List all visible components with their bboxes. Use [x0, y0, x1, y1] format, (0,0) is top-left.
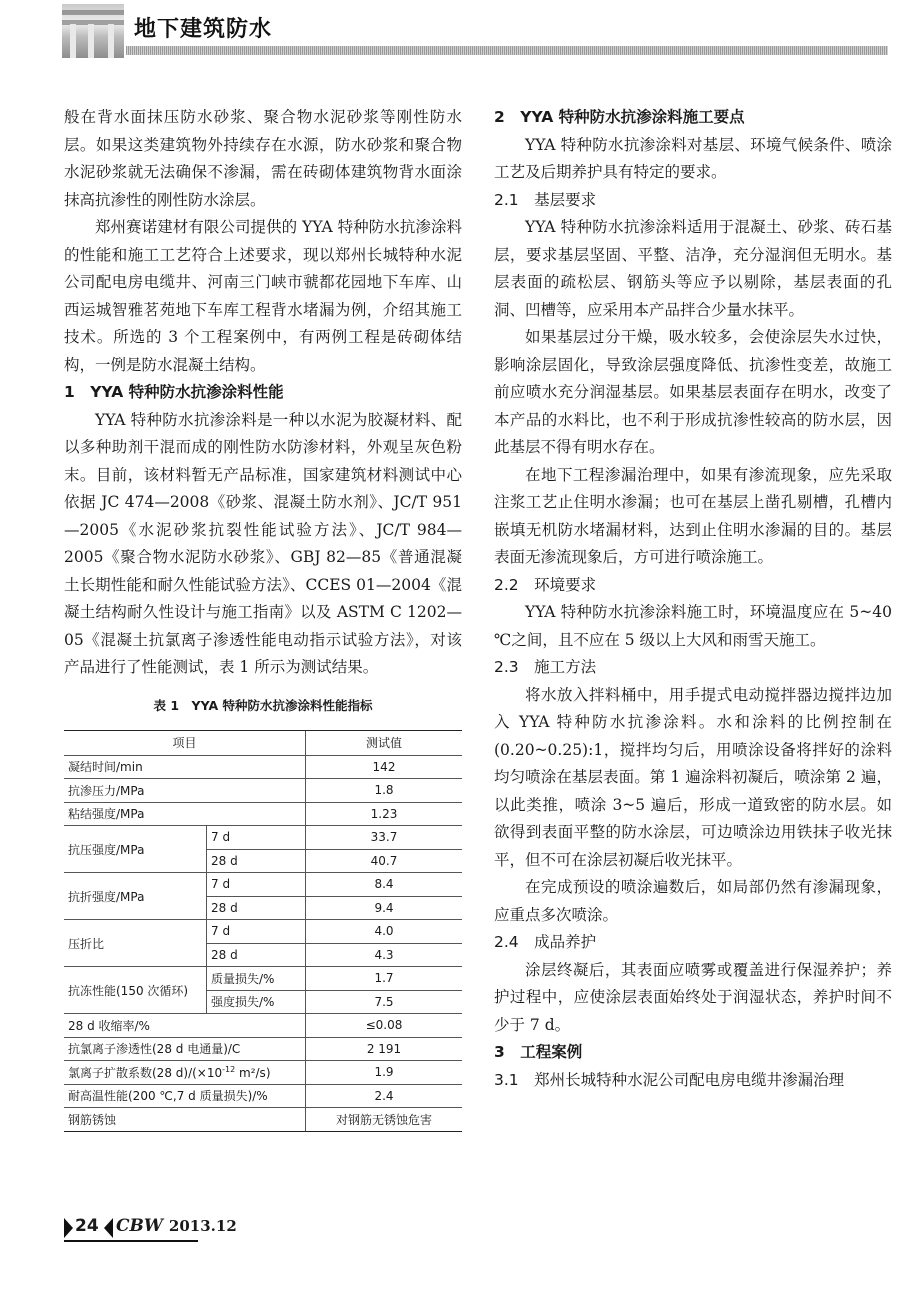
row-label: 抗压强度/MPa [64, 826, 207, 873]
paragraph: 般在背水面抹压防水砂浆、聚合物水泥砂浆等刚性防水层。如果这类建筑物外持续存在水源，防水砂浆和聚合物水泥砂浆就无法确保不渗漏，需在砖砌体建筑物背水面涂抹高抗渗性的刚性防水涂层。 [64, 108, 462, 209]
paragraph: 将水放入拌料桶中，用手提式电动搅拌器边搅拌边加入 YYA 特种防水抗渗涂料。水和涂料的比例控制在(0.20~0.25):1，搅拌均匀后，用喷涂设备将拌好的涂料均匀喷涂在基层表面。第 1 遍涂料初凝后，喷涂第 2 遍，以此类推，喷涂 3~5 遍后，形成一道致密的防水层。如欲得到表面平整的防水涂层，可边喷涂边用铁抹子收光抹平，但不可在涂层初凝后收光抹平。 [494, 685, 892, 869]
header-rule [126, 46, 888, 55]
row-value: 7.5 [306, 990, 463, 1014]
table-row [64, 755, 462, 779]
right-column [494, 104, 892, 1094]
row-value: 8.4 [306, 873, 463, 897]
row-value: 1.8 [306, 779, 463, 803]
paragraph: YYA 特种防水抗渗涂料施工时，环境温度应在 5~40 ℃之间，且不应在 5 级以上大风和雨雪天施工。 [494, 603, 892, 649]
row-sublabel: 7 d [207, 826, 306, 850]
row-label: 压折比 [64, 920, 207, 967]
row-label: 抗氯离子渗透性(28 d 电通量)/C [64, 1037, 306, 1061]
row-label: 氯离子扩散系数(28 $d)/(\times 10^{-12}$ m²/s) [64, 1061, 306, 1085]
row-value: 4.3 [306, 943, 463, 967]
row-value: 2 191 [306, 1037, 463, 1061]
paragraph: YYA 特种防水抗渗涂料是一种以水泥为胶凝材料、配以多种助剂干混而成的刚性防水防渗材料，外观呈灰色粉末。目前，该材料暂无产品标准，国家建筑材料测试中心依据 JC 474—2008《砂浆、混凝土防水剂》、JC/T 951—2005《水泥砂浆抗裂性能试验方法》、JC/T 984—2005《聚合物水泥防水砂浆》、GBJ 82—85《普通混凝土长期性能和耐久性能试验方法》、CCES 01—2004《混凝土结构耐久性设计与施工指南》以及 ASTM C 1202—05《混凝土抗氯离子渗透性能电动指示试验方法》，对该产品进行了性能测试，表 1 所示为测试结果。 [64, 410, 462, 676]
table-row [64, 1037, 462, 1061]
row-label: 钢筋锈蚀 [64, 1108, 306, 1132]
row-value: 142 [306, 755, 463, 779]
table-row [64, 802, 462, 826]
section-heading: 2 YYA 特种防水抗渗涂料施工要点 [494, 108, 745, 126]
row-value: ≤0.08 [306, 1014, 463, 1038]
row-sublabel: 7 d [207, 873, 306, 897]
row-sublabel: 28 d [207, 943, 306, 967]
table-row [64, 779, 462, 803]
row-sublabel: 强度损失/% [207, 990, 306, 1014]
left-column [64, 104, 462, 1132]
paragraph: YYA 特种防水抗渗涂料适用于混凝土、砂浆、砖石基层，要求基层坚固、平整、洁净，充分湿润但无明水。基层表面的疏松层、钢筋头等应予以剔除，基层表面的孔洞、凹槽等，应采用本产品拌合少量水抹平。 [494, 218, 892, 319]
row-sublabel: 28 d [207, 849, 306, 873]
page-header [0, 0, 900, 64]
row-label: 抗折强度/MPa [64, 873, 207, 920]
table-header-item: 项目 [64, 730, 306, 755]
row-label: 凝结时间/min [64, 755, 306, 779]
row-label: 耐高温性能(200 ℃,7 d 质量损失)/% [64, 1084, 306, 1108]
table-row [64, 1108, 462, 1132]
paragraph: 涂层终凝后，其表面应喷雾或覆盖进行保湿养护；养护过程中，应使涂层表面始终处于润湿状态，养护时间不少于 7 d。 [494, 960, 892, 1034]
row-value: 1.9 [306, 1061, 463, 1085]
row-value: 33.7 [306, 826, 463, 850]
paragraph: 在完成预设的喷涂遍数后，如局部仍然有渗漏现象，应重点多次喷涂。 [494, 878, 892, 924]
paragraph: 如果基层过分干燥，吸水较多，会使涂层失水过快，影响涂层固化，导致涂层强度降低、抗渗性变差，故施工前应喷水充分润湿基层。如果基层表面存在明水，改变了本产品的水料比，也不利于形成抗渗性较高的防水层，因此基层不得有明水存在。 [494, 328, 892, 456]
magazine-name: CBW 2013.12 [116, 1216, 237, 1236]
section-title: 地下建筑防水 [134, 17, 273, 42]
page-number: 24 [75, 1216, 99, 1236]
header-photo [62, 4, 124, 58]
subsection-heading: 2.4 成品养护 [494, 933, 597, 951]
table-row [64, 826, 462, 850]
paragraph: 在地下工程渗漏治理中，如果有渗流现象，应先采取注浆工艺止住明水渗漏；也可在基层上凿孔剔槽，孔槽内嵌填无机防水堵漏材料，达到止住明水渗漏的目的。基层表面无渗流现象后，方可进行喷涂施工。 [494, 465, 892, 566]
row-sublabel: 28 d [207, 896, 306, 920]
table-row [64, 920, 462, 944]
paragraph: YYA 特种防水抗渗涂料对基层、环境气候条件、喷涂工艺及后期养护具有特定的要求。 [494, 135, 892, 181]
footer-rule [64, 1240, 198, 1242]
issue-date: 2013.12 [168, 1217, 237, 1235]
table-row [64, 967, 462, 991]
row-label: 抗冻性能(150 次循环) [64, 967, 207, 1014]
table-caption: 表 1 YYA 特种防水抗渗涂料性能指标 [153, 697, 373, 713]
paragraph: 郑州赛诺建材有限公司提供的 YYA 特种防水抗渗涂料的性能和施工工艺符合上述要求，现以郑州长城特种水泥公司配电房电缆井、河南三门峡市虢都花园地下车库、山西运城智雅茗苑地下车库工程背水堵漏为例，介绍其施工技术。所选的 3 个工程案例中，有两例工程是砖砌体结构，一例是防水混凝土结构。 [64, 218, 462, 374]
row-sublabel: 质量损失/% [207, 967, 306, 991]
subsection-heading: 2.3 施工方法 [494, 658, 597, 676]
section-heading: 1 YYA 特种防水抗渗涂料性能 [64, 383, 284, 401]
row-label: 抗渗压力/MPa [64, 779, 306, 803]
row-value: 1.23 [306, 802, 463, 826]
arrow-right-icon [64, 1218, 73, 1238]
row-value: 9.4 [306, 896, 463, 920]
table-row [64, 1084, 462, 1108]
table-row [64, 1061, 462, 1085]
table-row [64, 873, 462, 897]
performance-table [64, 730, 462, 1132]
section-heading: 3 工程案例 [494, 1043, 583, 1061]
table-header-row [64, 730, 462, 755]
row-value: 2.4 [306, 1084, 463, 1108]
subsection-heading: 3.1 郑州长城特种水泥公司配电房电缆井渗漏治理 [494, 1070, 845, 1089]
subsection-heading: 2.1 基层要求 [494, 190, 597, 209]
row-label: 粘结强度/MPa [64, 802, 306, 826]
table-header-value: 测试值 [306, 730, 463, 755]
row-value: 4.0 [306, 920, 463, 944]
row-value: 对钢筋无锈蚀危害 [306, 1108, 463, 1132]
row-value: 1.7 [306, 967, 463, 991]
table-row [64, 1014, 462, 1038]
row-value: 40.7 [306, 849, 463, 873]
row-sublabel: 7 d [207, 920, 306, 944]
row-label: 28 d 收缩率/% [64, 1014, 306, 1038]
arrow-left-icon [104, 1218, 113, 1238]
subsection-heading: 2.2 环境要求 [494, 575, 597, 594]
